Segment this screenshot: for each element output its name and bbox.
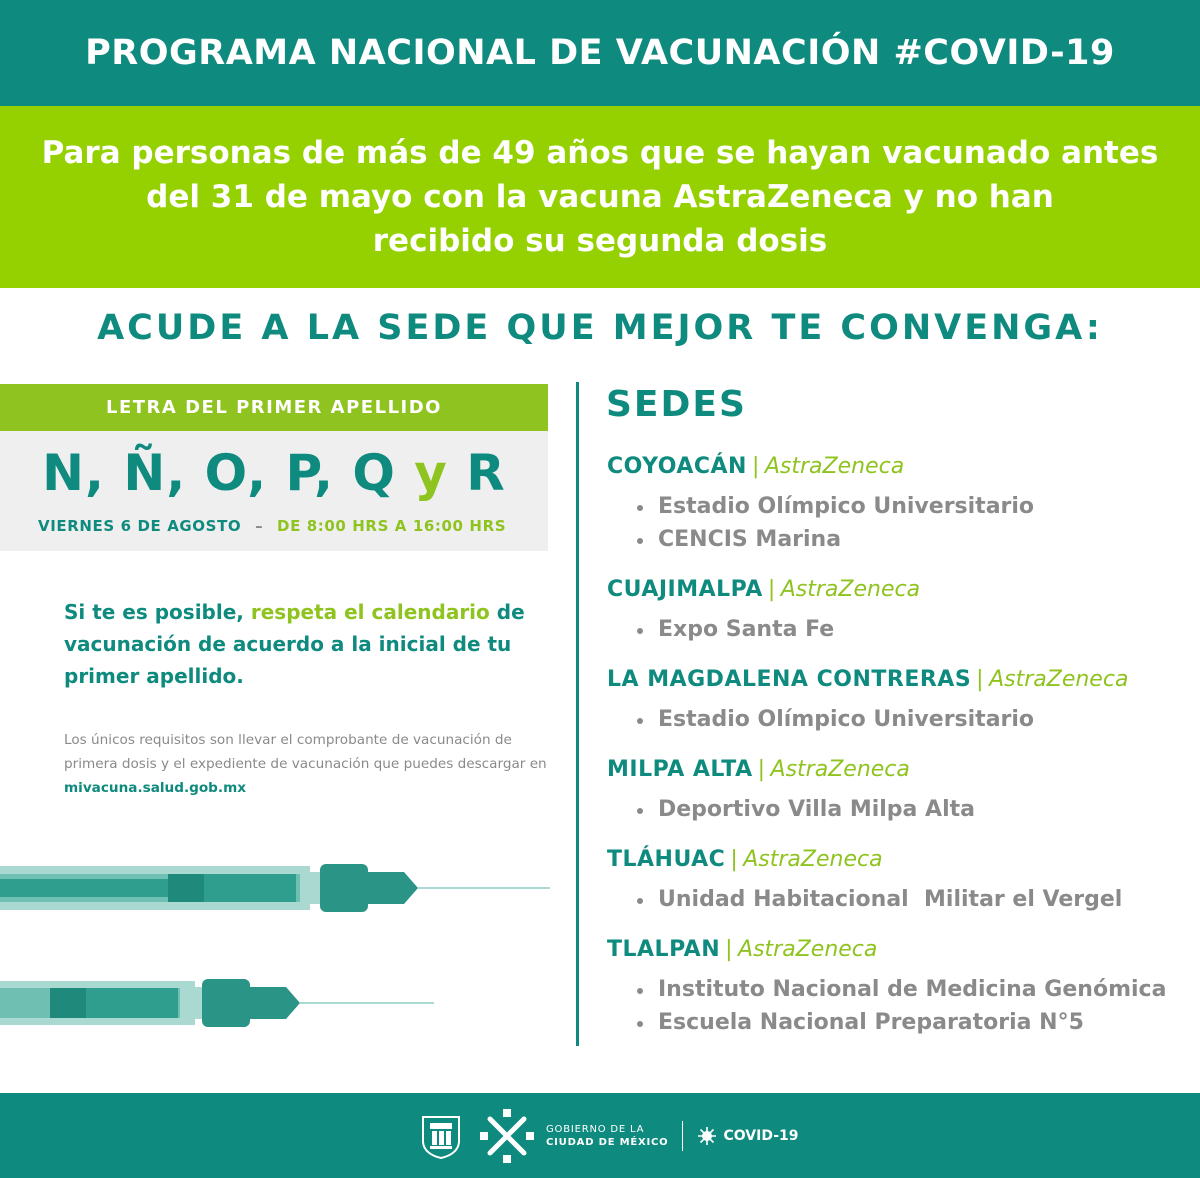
site-item: Instituto Nacional de Medicina Genómica [607, 973, 1197, 1006]
borough-heading [607, 665, 1197, 695]
advice-highlight: respeta el calendario [250, 600, 490, 624]
separator: | [751, 454, 760, 479]
audience-banner [0, 106, 1200, 288]
vaccine-brand: AstraZeneca [770, 757, 910, 782]
advice-part-2: de vacunación de acuerdo a la inicial de tu primer apellido. [64, 600, 525, 688]
vaccine-brand: AstraZeneca [780, 577, 921, 602]
borough-name: COYOACÁN [607, 454, 747, 479]
borough-heading [607, 935, 1197, 965]
borough-name: CUAJIMALPA [607, 577, 763, 602]
separator: | [767, 577, 776, 602]
borough-tlahuac [607, 845, 1197, 916]
audience-line-2: del 31 de mayo con la vacuna AstraZeneca y no han [146, 179, 1054, 215]
borough-name: TLÁHUAC [607, 847, 726, 872]
letters-main: N, Ñ, O, P, Q [42, 444, 396, 502]
separator: | [976, 667, 985, 692]
borough-tlalpan [607, 935, 1197, 1039]
borough-name: TLALPAN [607, 937, 721, 962]
site-item: Estadio Olímpico Universitario [607, 703, 1197, 736]
audience-line-3: recibido su segunda dosis [372, 223, 828, 259]
virus-icon [697, 1126, 717, 1146]
letters-conjunction: y [414, 444, 448, 502]
cdmx-shield-icon [418, 1113, 464, 1159]
covid-label: COVID-19 [723, 1128, 799, 1144]
footer-logos [418, 1110, 799, 1162]
gov-line-2: CIUDAD DE MÉXICO [546, 1137, 669, 1148]
schedule-dash: – [255, 517, 264, 535]
column-divider [576, 382, 579, 1046]
vaccine-brand: AstraZeneca [989, 667, 1129, 692]
requirements-text [64, 728, 550, 800]
syringe-icon [0, 979, 434, 1027]
site-item: Expo Santa Fe [607, 613, 1197, 646]
call-to-action-heading: ACUDE A LA SEDE QUE MEJOR TE CONVENGA: [97, 308, 1103, 348]
separator: | [725, 937, 734, 962]
advice-text [64, 596, 544, 692]
gov-line-1: GOBIERNO DE LA [546, 1124, 645, 1135]
advice-part-1: Si te es posible, [64, 600, 244, 624]
site-item: Deportivo Villa Milpa Alta [607, 793, 1197, 826]
borough-cuajimalpa [607, 575, 1197, 646]
syringe-icon [0, 864, 550, 912]
borough-milpa-alta [607, 755, 1197, 826]
vaccine-brand: AstraZeneca [743, 847, 883, 872]
vaccine-brand: AstraZeneca [738, 937, 878, 962]
letters-last: R [466, 444, 506, 502]
borough-name: LA MAGDALENA CONTRERAS [607, 667, 972, 692]
vaccine-brand: AstraZeneca [764, 454, 905, 479]
government-name [546, 1123, 668, 1149]
schedule-hours: DE 8:00 HRS A 16:00 HRS [277, 517, 507, 535]
footer [0, 1093, 1200, 1178]
syringe-illustration [0, 850, 560, 1040]
top-banner [0, 0, 1200, 106]
borough-name: MILPA ALTA [607, 757, 753, 782]
site-item: Escuela Nacional Preparatoria N°5 [607, 1006, 1197, 1039]
separator: | [730, 847, 739, 872]
borough-heading [607, 845, 1197, 875]
footer-separator [682, 1121, 683, 1151]
site-item: CENCIS Marina [607, 523, 1197, 556]
borough-heading [607, 452, 1197, 482]
letter-panel-header: LETRA DEL PRIMER APELLIDO [0, 384, 548, 431]
separator: | [757, 757, 766, 782]
vaccine-website-link[interactable]: mivacuna.salud.gob.mx [64, 780, 247, 796]
page-title: PROGRAMA NACIONAL DE VACUNACIÓN #COVID-19 [85, 33, 1115, 73]
borough-magdalena-contreras [607, 665, 1197, 736]
schedule [38, 517, 506, 535]
surname-letters [0, 444, 548, 502]
borough-heading [607, 755, 1197, 785]
audience-text [42, 131, 1159, 263]
cdmx-government-logo-icon [478, 1107, 536, 1165]
site-item: Estadio Olímpico Universitario [607, 490, 1197, 523]
site-item: Unidad Habitacional Militar el Vergel [607, 883, 1197, 916]
borough-heading [607, 575, 1197, 605]
audience-line-1: Para personas de más de 49 años que se hayan vacunado antes [41, 135, 1159, 171]
requirements-body: Los únicos requisitos son llevar el comprobante de vacunación de primera dosis y el expediente de vacunación que puedes descargar en [64, 732, 547, 772]
borough-coyoacan [607, 452, 1197, 556]
schedule-date: VIERNES 6 DE AGOSTO [38, 517, 242, 535]
sedes-title: SEDES [606, 384, 747, 425]
